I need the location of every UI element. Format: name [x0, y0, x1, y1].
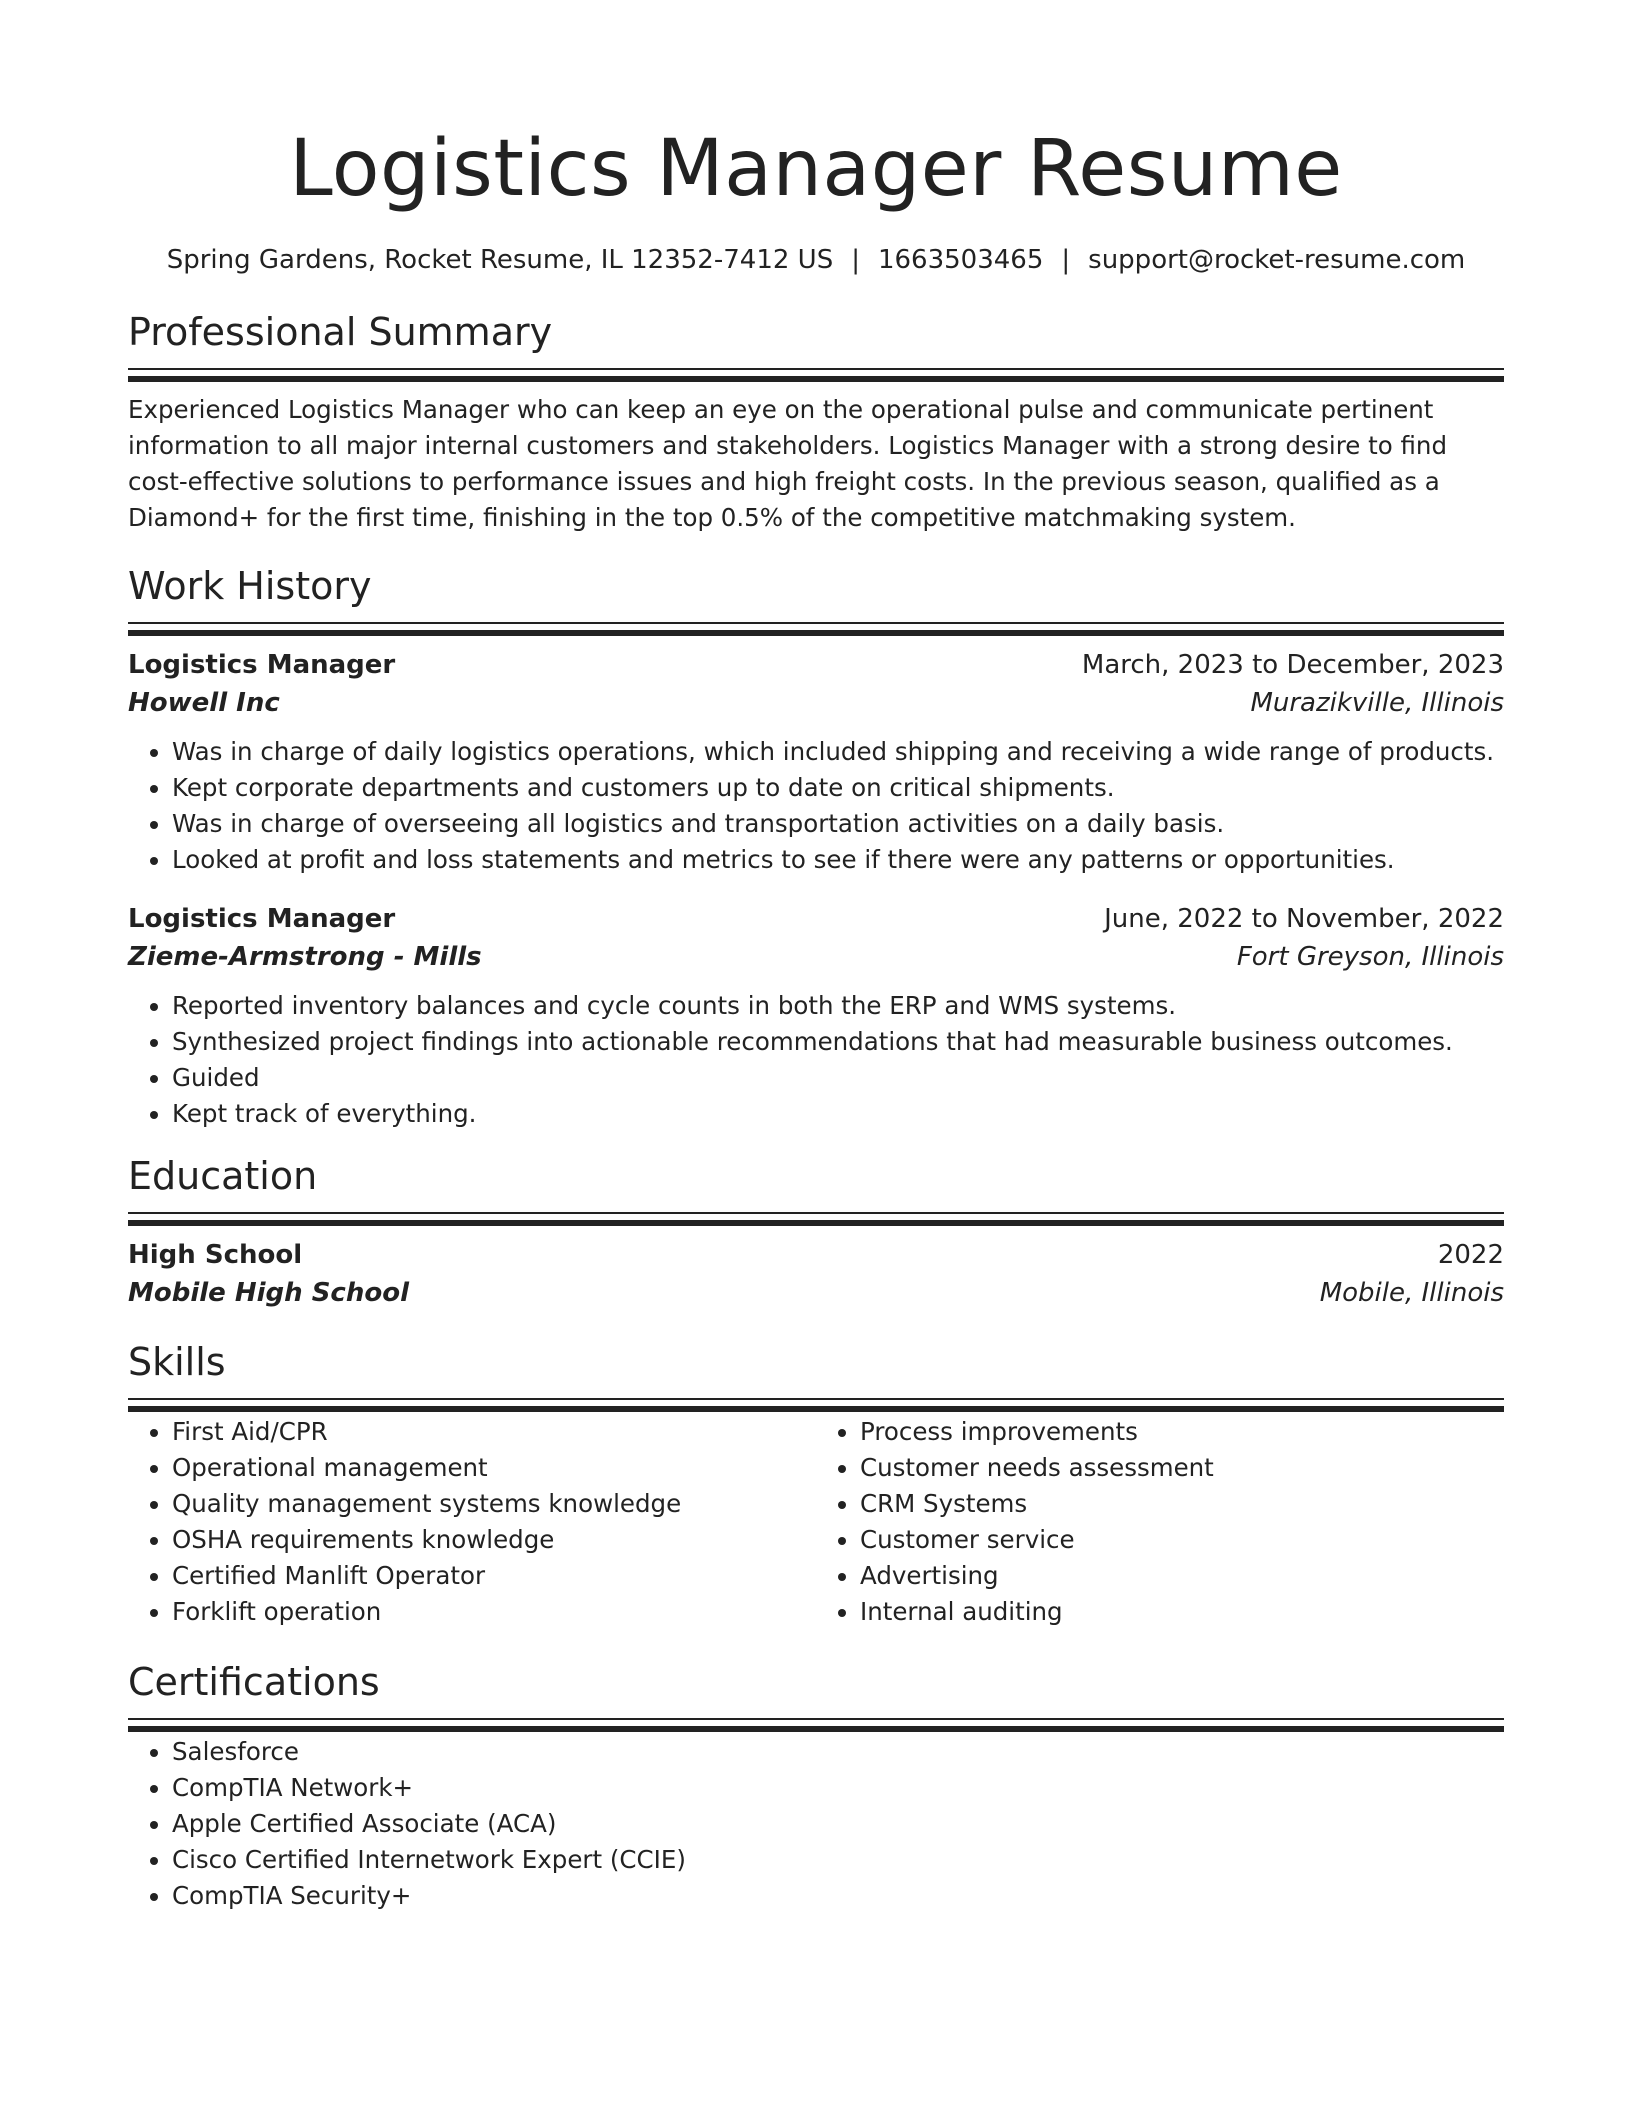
list-item: • Was in charge of overseeing all logistics and transportation activities on a daily basis.: [172, 806, 1504, 842]
work-history-heading: Work History: [128, 564, 372, 608]
list-item: • Guided: [172, 1060, 1504, 1096]
section-divider: [128, 368, 1504, 370]
education-heading: Education: [128, 1154, 318, 1198]
list-item: • Cisco Certified Internetwork Expert (CCIE): [172, 1842, 1504, 1878]
list-item: • Reported inventory balances and cycle counts in both the ERP and WMS systems.: [172, 988, 1504, 1024]
list-item: • Kept corporate departments and customers up to date on critical shipments.: [172, 770, 1504, 806]
resume-title: Logistics Manager Resume: [289, 124, 1343, 214]
contact-line: [128, 242, 1504, 278]
skills-section: [128, 1338, 1504, 1630]
list-item: • Looked at profit and loss statements and metrics to see if there were any patterns or opportunities.: [172, 842, 1504, 878]
list-item: • CompTIA Security+: [172, 1878, 1504, 1914]
summary-heading: Professional Summary: [128, 310, 553, 354]
job-location: Murazikville, Illinois: [1250, 688, 1504, 718]
summary-text: Experienced Logistics Manager who can keep an eye on the operational pulse and communicate pertinent information to all major internal customers and stakeholders. Logistics Manager with a strong desire to find cost-effective solutions to performance issues and high freight costs. In the previous season, qualified as a Diamond+ for the first time, finishing in the top 0.5% of the competitive matchmaking system.: [128, 395, 1448, 532]
summary-section: [128, 308, 1504, 536]
contact-address: Spring Gardens, Rocket Resume, IL 12352-7412 US: [166, 245, 834, 275]
job-entry: [128, 900, 1504, 1132]
certifications-section: [128, 1658, 1504, 1914]
education-section: [128, 1152, 1504, 1312]
job-bullets: [128, 988, 1504, 1132]
list-item: • Salesforce: [172, 1734, 1504, 1770]
skills-list-right: [816, 1414, 1504, 1630]
education-location: Mobile, Illinois: [1319, 1278, 1504, 1308]
list-item: • CompTIA Network+: [172, 1770, 1504, 1806]
skills-grid: [128, 1414, 1504, 1630]
job-entry: [128, 646, 1504, 878]
list-item: • Process improvements: [860, 1414, 1504, 1450]
job-dates: March, 2023 to December, 2023: [1081, 650, 1504, 680]
list-item: • Apple Certified Associate (ACA): [172, 1806, 1504, 1842]
job-title: Logistics Manager: [128, 904, 396, 934]
job-title: Logistics Manager: [128, 650, 396, 680]
job-location: Fort Greyson, Illinois: [1236, 942, 1504, 972]
job-employer: Howell Inc: [128, 688, 280, 718]
skills-list-left: [128, 1414, 816, 1630]
education-year: 2022: [1437, 1240, 1504, 1270]
list-item: • Was in charge of daily logistics operations, which included shipping and receiving a wide range of products.: [172, 734, 1504, 770]
certifications-heading: Certifications: [128, 1660, 380, 1704]
job-bullets: [128, 734, 1504, 878]
section-divider: [128, 1718, 1504, 1720]
section-divider: [128, 1212, 1504, 1214]
list-item: • Synthesized project findings into actionable recommendations that had measurable business outcomes.: [172, 1024, 1504, 1060]
list-item: • OSHA requirements knowledge: [172, 1522, 816, 1558]
certifications-list: [128, 1734, 1504, 1914]
education-degree: High School: [128, 1240, 303, 1270]
section-divider: [128, 622, 1504, 624]
education-school: Mobile High School: [128, 1278, 409, 1308]
contact-separator: |: [1061, 245, 1071, 275]
skills-heading: Skills: [128, 1340, 226, 1384]
contact-phone: 1663503465: [877, 245, 1044, 275]
list-item: • First Aid/CPR: [172, 1414, 816, 1450]
list-item: • Customer needs assessment: [860, 1450, 1504, 1486]
job-employer: Zieme-Armstrong - Mills: [128, 942, 482, 972]
contact-email: support@rocket-resume.com: [1088, 245, 1466, 275]
list-item: • Quality management systems knowledge: [172, 1486, 816, 1522]
list-item: • Advertising: [860, 1558, 1504, 1594]
list-item: • CRM Systems: [860, 1486, 1504, 1522]
work-history-section: [128, 562, 1504, 1132]
list-item: • Operational management: [172, 1450, 816, 1486]
list-item: • Customer service: [860, 1522, 1504, 1558]
list-item: • Forklift operation: [172, 1594, 816, 1630]
list-item: • Internal auditing: [860, 1594, 1504, 1630]
list-item: • Certified Manlift Operator: [172, 1558, 816, 1594]
contact-separator: |: [851, 245, 860, 275]
job-dates: June, 2022 to November, 2022: [1104, 904, 1504, 934]
section-divider: [128, 1398, 1504, 1400]
list-item: • Kept track of everything.: [172, 1096, 1504, 1132]
